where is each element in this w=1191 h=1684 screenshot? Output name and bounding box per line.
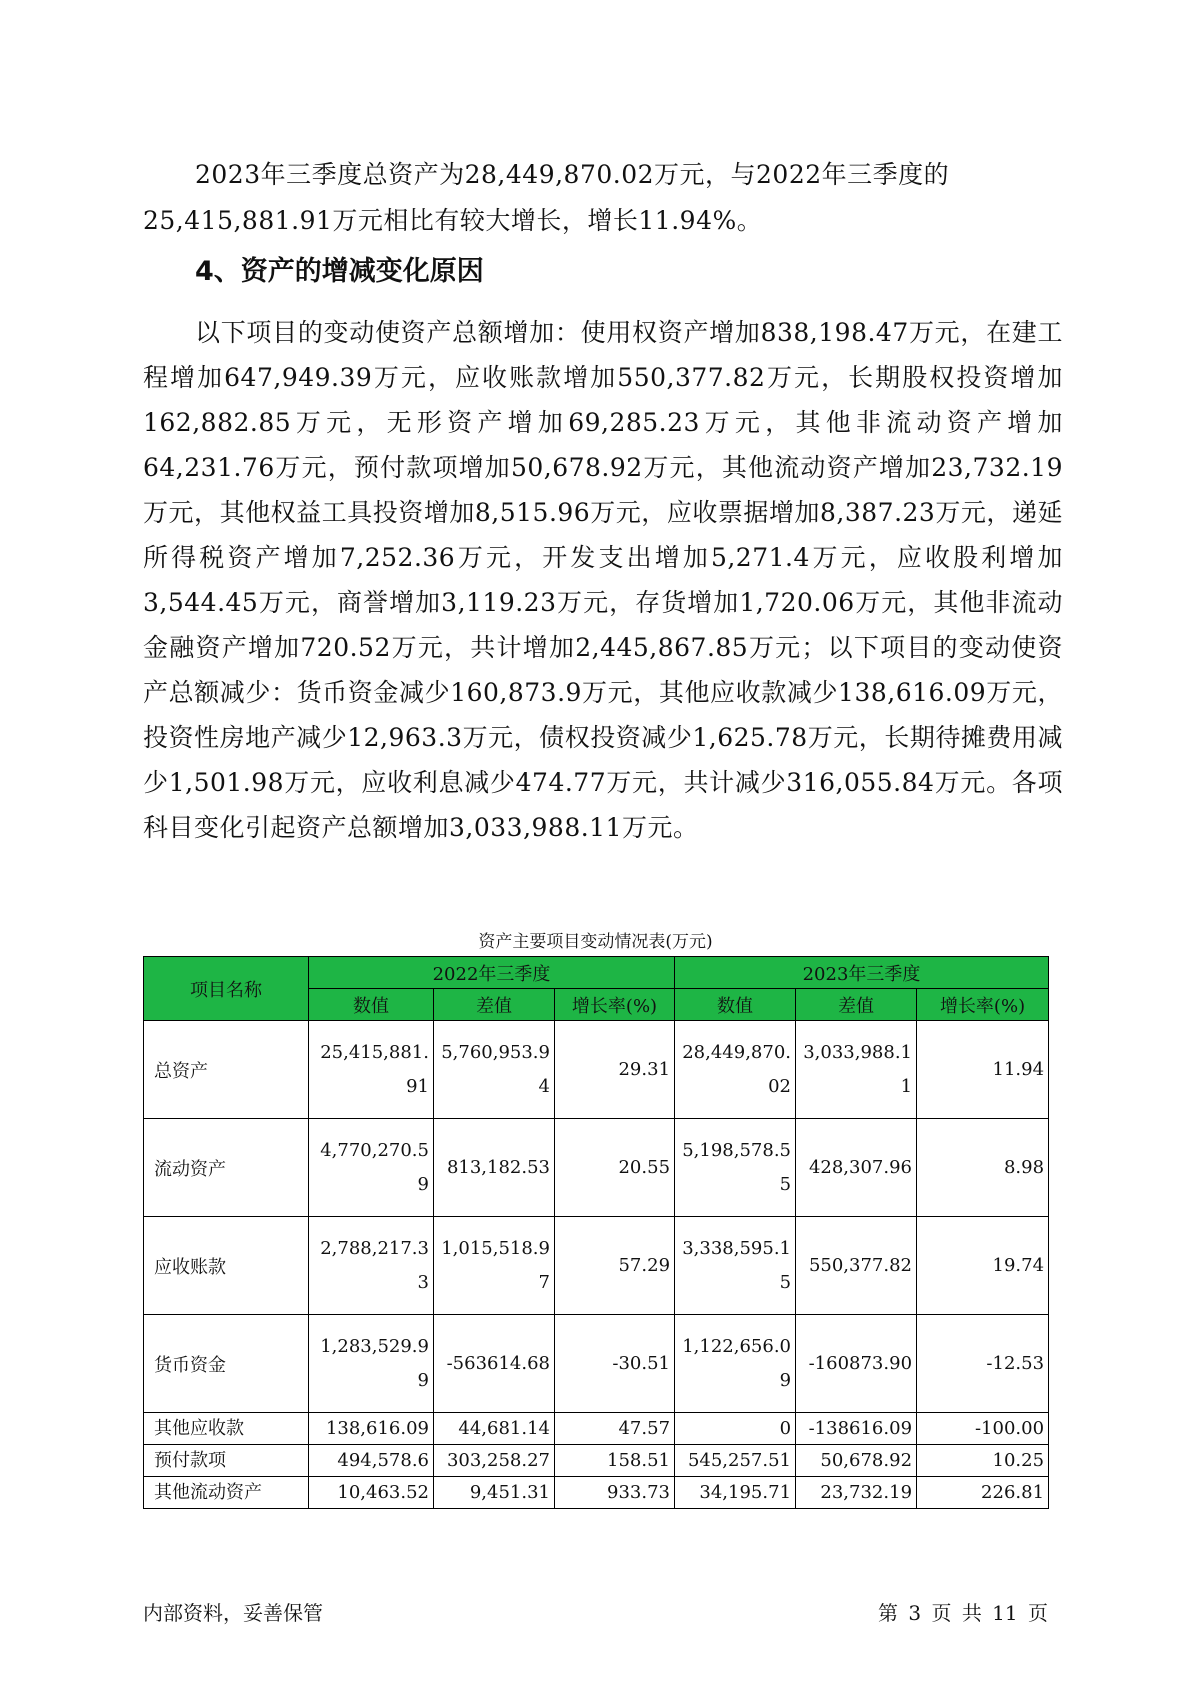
cell-2022-rate: 47.57 [555, 1413, 675, 1445]
table-row [144, 1217, 1049, 1315]
header-2023-diff: 差值 [796, 989, 917, 1021]
cell-2022-rate: -30.51 [555, 1315, 675, 1413]
cell-2023-diff: -160873.90 [796, 1315, 917, 1413]
cell-2022-diff: -563614.68 [434, 1315, 555, 1413]
cell-2022-value: 1,283,529.99 [309, 1315, 434, 1413]
header-2023-q3: 2023年三季度 [675, 957, 1049, 989]
row-name: 预付款项 [144, 1445, 309, 1477]
row-name: 其他流动资产 [144, 1477, 309, 1509]
table-row [144, 1413, 1049, 1445]
cell-2022-rate: 29.31 [555, 1021, 675, 1119]
cell-2023-diff: -138616.09 [796, 1413, 917, 1445]
cell-2023-value: 1,122,656.09 [675, 1315, 796, 1413]
cell-2022-value: 10,463.52 [309, 1477, 434, 1509]
cell-2022-diff: 44,681.14 [434, 1413, 555, 1445]
row-name: 应收账款 [144, 1217, 309, 1315]
header-2023-value: 数值 [675, 989, 796, 1021]
cell-2023-diff: 550,377.82 [796, 1217, 917, 1315]
table-row [144, 1021, 1049, 1119]
total-assets-paragraph: 2023年三季度总资产为28,449,870.02万元，与2022年三季度的25,415,881.91万元相比有较大增长，增长11.94%。 [143, 160, 950, 235]
cell-2023-rate: 226.81 [917, 1477, 1049, 1509]
table-row [144, 1315, 1049, 1413]
row-name: 其他应收款 [144, 1413, 309, 1445]
cell-2023-rate: 19.74 [917, 1217, 1049, 1315]
cell-2022-rate: 20.55 [555, 1119, 675, 1217]
row-name: 流动资产 [144, 1119, 309, 1217]
cell-2023-rate: 8.98 [917, 1119, 1049, 1217]
cell-2023-diff: 3,033,988.11 [796, 1021, 917, 1119]
cell-2023-diff: 23,732.19 [796, 1477, 917, 1509]
cell-2023-value: 3,338,595.15 [675, 1217, 796, 1315]
cell-2022-diff: 5,760,953.94 [434, 1021, 555, 1119]
cell-2022-value: 4,770,270.59 [309, 1119, 434, 1217]
cell-2023-diff: 50,678.92 [796, 1445, 917, 1477]
cell-2022-value: 25,415,881.91 [309, 1021, 434, 1119]
cell-2022-value: 2,788,217.33 [309, 1217, 434, 1315]
cell-2023-diff: 428,307.96 [796, 1119, 917, 1217]
cell-2022-diff: 813,182.53 [434, 1119, 555, 1217]
cell-2023-value: 0 [675, 1413, 796, 1445]
header-2022-diff: 差值 [434, 989, 555, 1021]
table-caption: 资产主要项目变动情况表(万元) [478, 932, 713, 952]
table-row [144, 1477, 1049, 1509]
footer-confidential-note: 内部资料，妥善保管 [143, 1601, 323, 1625]
cell-2023-rate: 11.94 [917, 1021, 1049, 1119]
cell-2022-rate: 933.73 [555, 1477, 675, 1509]
cell-2023-rate: -100.00 [917, 1413, 1049, 1445]
row-name: 总资产 [144, 1021, 309, 1119]
row-name: 货币资金 [144, 1315, 309, 1413]
table-row [144, 1119, 1049, 1217]
header-item-name: 项目名称 [144, 957, 309, 1021]
cell-2022-diff: 303,258.27 [434, 1445, 555, 1477]
cell-2022-rate: 158.51 [555, 1445, 675, 1477]
cell-2022-diff: 9,451.31 [434, 1477, 555, 1509]
cell-2022-diff: 1,015,518.97 [434, 1217, 555, 1315]
cell-2022-rate: 57.29 [555, 1217, 675, 1315]
cell-2022-value: 494,578.6 [309, 1445, 434, 1477]
header-2023-rate: 增长率(%) [917, 989, 1049, 1021]
header-2022-value: 数值 [309, 989, 434, 1021]
cell-2023-rate: 10.25 [917, 1445, 1049, 1477]
asset-change-paragraph: 以下项目的变动使资产总额增加：使用权资产增加838,198.47万元，在建工程增加647,949.39万元，应收账款增加550,377.82万元，长期股权投资增加162,882.85万元，无形资产增加69,285.23万元，其他非流动资产增加64,231.76万元，预付款项增加50,678.92万元，其他流动资产增加23,732.19万元，其他权益工具投资增加8,515.96万元，应收票据增加8,387.23万元，递延所得税资产增加7,252.36万元，开发支出增加5,271.4万元，应收股利增加3,544.45万元，商誉增加3,119.23万元，存货增加1,720.06万元，其他非流动金融资产增加720.52万元，共计增加2,445,867.85万元；以下项目的变动使资产总额减少：货币资金减少160,873.9万元，其他应收款减少138,616.09万元，投资性房地产减少12,963.3万元，债权投资减少1,625.78万元，长期待摊费用减少1,501.98万元，应收利息减少474.77万元，共计减少316,055.84万元。各项科目变化引起资产总额增加3,033,988.11万元。 [143, 318, 1063, 842]
header-2022-rate: 增长率(%) [555, 989, 675, 1021]
cell-2023-value: 5,198,578.55 [675, 1119, 796, 1217]
cell-2023-value: 34,195.71 [675, 1477, 796, 1509]
header-2022-q3: 2022年三季度 [309, 957, 675, 989]
footer-page-number: 第 3 页 共 11 页 [878, 1601, 1048, 1625]
cell-2022-value: 138,616.09 [309, 1413, 434, 1445]
cell-2023-value: 28,449,870.02 [675, 1021, 796, 1119]
table-row [144, 1445, 1049, 1477]
cell-2023-value: 545,257.51 [675, 1445, 796, 1477]
asset-change-table [143, 956, 1049, 1509]
cell-2023-rate: -12.53 [917, 1315, 1049, 1413]
section-heading: 4、资产的增减变化原因 [195, 256, 484, 287]
